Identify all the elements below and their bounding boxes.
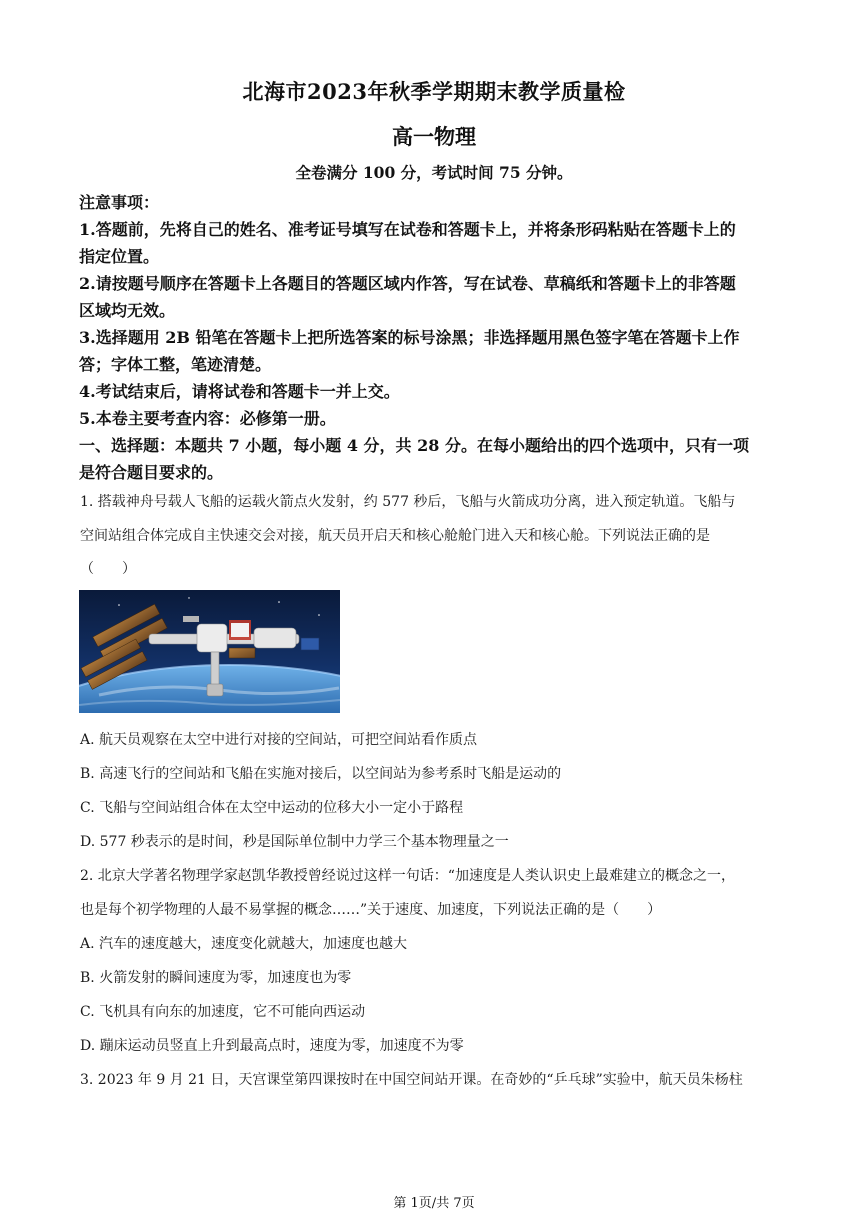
notice-line: 4.考试结束后，请将试卷和答题卡一并上交。 — [79, 382, 400, 401]
section-heading: 一、选择题：本题共 7 小题，每小题 4 分，共 28 分。在每小题给出的四个选项中，只有一项 — [79, 436, 749, 455]
question-1-text: 1. 搭载神舟号载人飞船的运载火箭点火发射，约 577 秒后，飞船与火箭成功分离，进入预定轨道。飞船与 — [80, 494, 736, 510]
exam-subject: 高一物理 — [392, 124, 476, 149]
question-2-option-c: C. 飞机具有向东的加速度，它不可能向西运动 — [80, 1004, 366, 1020]
section-heading: 是符合题目要求的。 — [79, 463, 224, 482]
question-2-option-a: A. 汽车的速度越大，速度变化就越大，加速度也越大 — [80, 936, 408, 952]
notice-line: 2.请按题号顺序在答题卡上各题目的答题区域内作答，写在试卷、草稿纸和答题卡上的非答题 — [79, 274, 736, 293]
space-station-photo — [79, 590, 340, 713]
question-1-option-c: C. 飞船与空间站组合体在太空中运动的位移大小一定小于路程 — [80, 800, 464, 816]
notice-line: 5.本卷主要考查内容：必修第一册。 — [79, 409, 336, 428]
question-1-text: 空间站组合体完成自主快速交会对接，航天员开启天和核心舱舱门进入天和核心舱。下列说法正确的是 — [80, 528, 710, 544]
question-2-text: 也是每个初学物理的人最不易掌握的概念……”关于速度、加速度，下列说法正确的是（ ） — [80, 902, 662, 918]
exam-info: 全卷满分 100 分，考试时间 75 分钟。 — [295, 163, 573, 182]
page-number: 第 1页/共 7页 — [393, 1196, 475, 1211]
question-2-option-d: D. 蹦床运动员竖直上升到最高点时，速度为零，加速度不为零 — [80, 1038, 464, 1054]
notice-line: 区域均无效。 — [79, 301, 176, 320]
exam-title: 北海市2023年秋季学期期末教学质量检 — [242, 79, 626, 104]
question-2-option-b: B. 火箭发射的瞬间速度为零，加速度也为零 — [80, 970, 352, 986]
notice-heading: 注意事项： — [79, 193, 160, 212]
notice-line: 3.选择题用 2B 铅笔在答题卡上把所选答案的标号涂黑；非选择题用黑色签字笔在答题卡上作 — [79, 328, 740, 347]
question-3-text: 3. 2023 年 9 月 21 日，天宫课堂第四课按时在中国空间站开课。在奇妙的“乒乓球”实验中，航天员朱杨柱 — [80, 1072, 743, 1088]
question-1-bracket: （ ） — [80, 561, 136, 577]
notice-line: 1.答题前，先将自己的姓名、准考证号填写在试卷和答题卡上，并将条形码粘贴在答题卡上的 — [79, 220, 736, 239]
question-1-option-d: D. 577 秒表示的是时间，秒是国际单位制中力学三个基本物理量之一 — [80, 834, 509, 850]
question-2-text: 2. 北京大学著名物理学家赵凯华教授曾经说过这样一句话：“加速度是人类认识史上最难建立的概念之一， — [80, 868, 735, 884]
question-1-option-a: A. 航天员观察在太空中进行对接的空间站，可把空间站看作质点 — [80, 732, 478, 748]
question-1-option-b: B. 高速飞行的空间站和飞船在实施对接后，以空间站为参考系时飞船是运动的 — [80, 766, 562, 782]
notice-line: 指定位置。 — [79, 247, 160, 266]
notice-line: 答；字体工整，笔迹清楚。 — [79, 355, 272, 374]
